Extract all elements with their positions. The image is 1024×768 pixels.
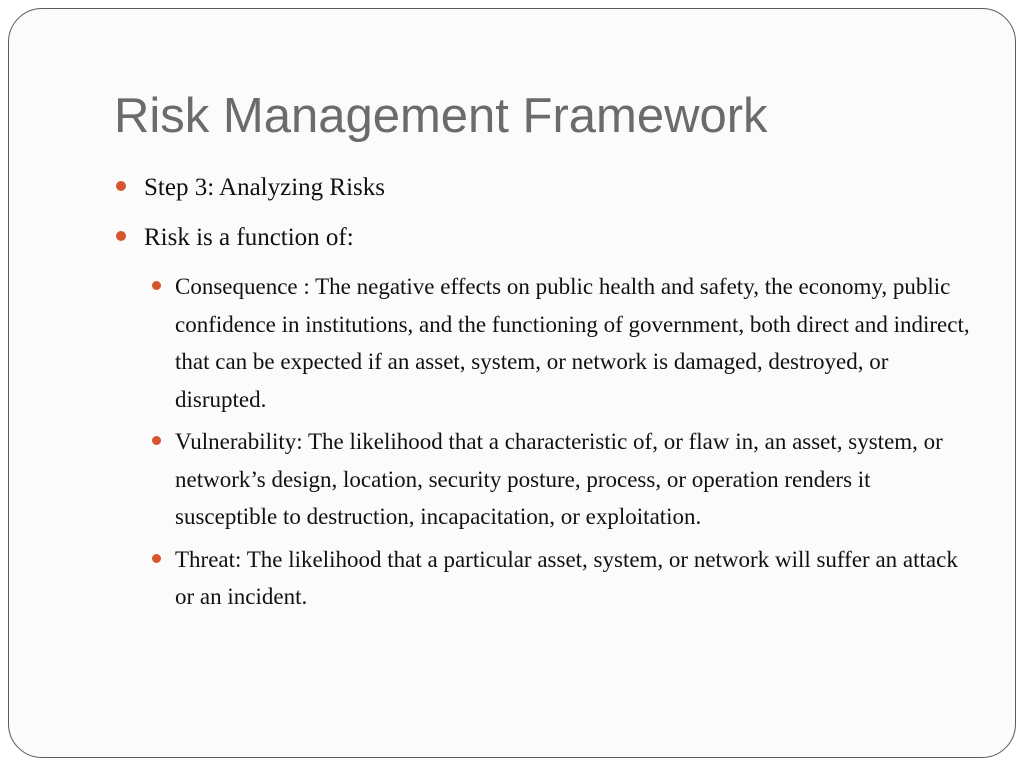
sub-bullet-text: Consequence : The negative effects on public health and safety, the economy, public confidence in institutions, and the functioning of government, both direct and indirect, that can be expected if an asset, system, or network is damaged, destroyed, or disrupted. <box>175 274 970 412</box>
bullet-text: Step 3: Analyzing Risks <box>144 174 385 201</box>
sub-bullet-threat <box>114 541 975 616</box>
slide-body <box>114 168 974 621</box>
bullet-risk-function <box>114 218 974 258</box>
bullet-step-3 <box>114 168 974 208</box>
bullet-dot-icon <box>116 181 126 191</box>
bullet-dot-icon <box>152 436 161 445</box>
bullet-text: Risk is a function of: <box>144 224 354 251</box>
slide-title: Risk Management Framework <box>114 89 768 143</box>
sub-bullet-consequence <box>114 268 975 418</box>
sub-bullet-text: Threat: The likelihood that a particular asset, system, or network will suffer an attack or an incident. <box>175 546 958 609</box>
bullet-dot-icon <box>152 554 161 563</box>
sub-bullet-vulnerability <box>114 423 975 536</box>
sub-bullet-text: Vulnerability: The likelihood that a characteristic of, or flaw in, an asset, system, or network’s design, location, security posture, process, or operation renders it susceptible to destruction, incapacitation, or exploitation. <box>175 429 943 529</box>
bullet-dot-icon <box>152 281 161 290</box>
bullet-dot-icon <box>116 231 126 241</box>
